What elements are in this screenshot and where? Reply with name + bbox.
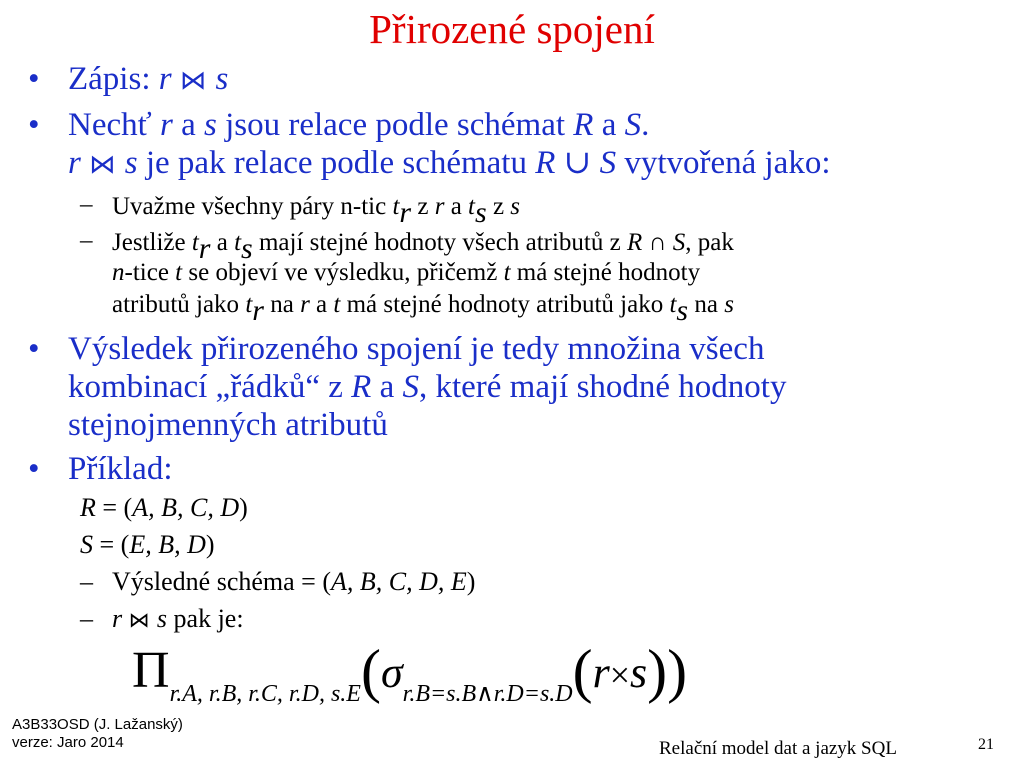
- subitem-condition: [80, 226, 980, 327]
- footer-course: A3B33OSD (J. Lažanský): [12, 716, 183, 733]
- footer-course-info: [12, 716, 183, 752]
- footer-version: verze: Jaro 2014: [12, 734, 124, 751]
- var-s: s: [215, 61, 229, 97]
- example-label: Příklad:: [68, 451, 173, 487]
- footer-topic: Relační model dat a jazyk SQL: [659, 738, 897, 759]
- subitem-join-result: – r ⋈ s pak je:: [80, 604, 244, 633]
- selection-condition: r.B=s.B∧r.D=s.D: [402, 681, 573, 707]
- page-number: 21: [978, 736, 994, 753]
- projection-symbol: Π: [132, 642, 170, 699]
- dash-marker: –: [80, 567, 93, 596]
- notation-prefix: Zápis:: [68, 61, 159, 97]
- subitem-pairs: – Uvažme všechny páry n-tic tr z r a ts z s: [80, 191, 521, 229]
- condition-line-3: atributů jako tr na r a t má stejné hodnoty atributů jako ts na s: [112, 291, 734, 327]
- selection-symbol: σ: [380, 648, 403, 697]
- dash-marker: –: [80, 604, 93, 633]
- bullet-marker: •: [28, 61, 40, 97]
- schema-s: S = (E, B, D): [80, 530, 215, 559]
- union-symbol: ∪: [563, 145, 592, 181]
- definition-line-2: r ⋈ s je pak relace podle schématu R ∪ S vytvořená jako:: [68, 145, 831, 181]
- condition-line-1: Jestliže tr a ts mají stejné hodnoty všech atributů z R ∩ S, pak: [112, 229, 734, 265]
- dash-marker: –: [80, 191, 93, 218]
- definition-line-1: Nechť r a s jsou relace podle schémat R a S.: [68, 107, 650, 143]
- bullet-example: [28, 450, 1018, 488]
- var-r: r: [158, 61, 172, 97]
- bullet-definition: [28, 106, 1018, 183]
- dash-marker: –: [80, 227, 93, 254]
- relational-algebra-formula: Πr.A, r.B, r.C, r.D, s.E(σr.B=s.B∧r.D=s.D(r×s)): [132, 638, 688, 707]
- bullet-marker: •: [28, 451, 40, 487]
- result-line-2: kombinací „řádků“ z R a S, které mají shodné hodnoty: [68, 369, 787, 405]
- result-line-3: stejnojmenných atributů: [68, 407, 388, 443]
- bullet-result: [28, 330, 1018, 444]
- condition-line-2: n-tice t se objeví ve výsledku, přičemž t má stejné hodnoty: [112, 259, 701, 286]
- bullet-notation: [28, 60, 1018, 99]
- intersection-symbol: ∩: [648, 229, 667, 256]
- natural-join-symbol: ⋈: [128, 609, 151, 632]
- bullet-marker: •: [28, 331, 40, 367]
- cartesian-product-symbol: ×: [609, 655, 631, 695]
- natural-join-symbol: ⋈: [89, 149, 117, 179]
- subitem-result-schema: – Výsledné schéma = (A, B, C, D, E): [80, 567, 476, 596]
- schema-r: R = (A, B, C, D): [80, 493, 248, 522]
- result-line-1: Výsledek přirozeného spojení je tedy množina všech: [68, 331, 765, 367]
- bullet-marker: •: [28, 107, 40, 143]
- natural-join-symbol: ⋈: [179, 65, 208, 95]
- projection-attributes: r.A, r.B, r.C, r.D, s.E: [169, 681, 361, 707]
- slide-title: Přirozené spojení: [369, 6, 655, 52]
